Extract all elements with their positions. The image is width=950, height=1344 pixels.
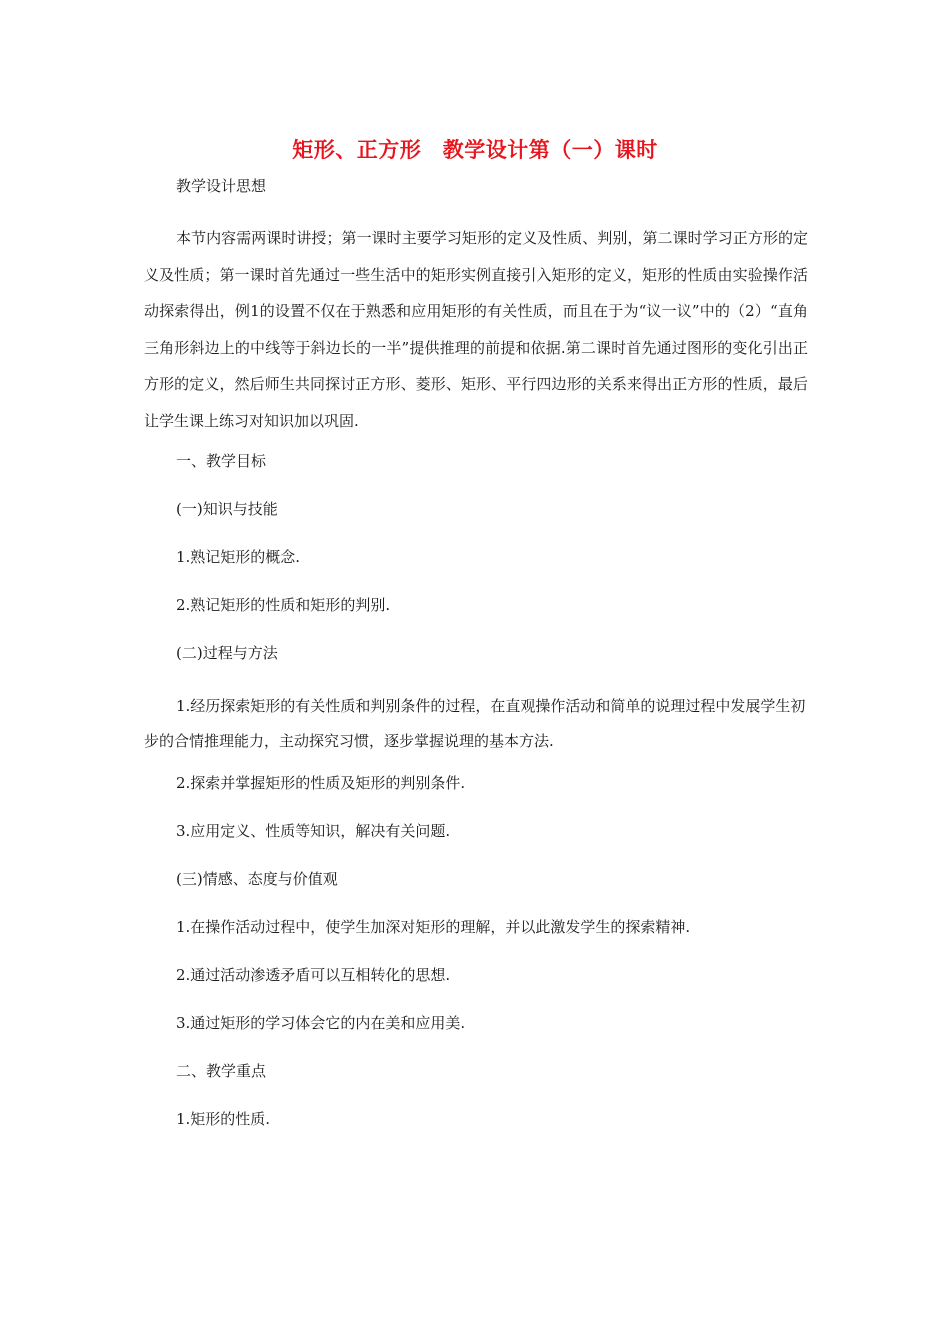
subsection-heading-attitude: (三)情感、态度与价值观 xyxy=(176,870,338,888)
list-item: 1.矩形的性质. xyxy=(176,1110,271,1128)
list-item: 1.熟记矩形的概念. xyxy=(176,548,301,566)
list-item: 2.熟记矩形的性质和矩形的判别. xyxy=(176,596,391,614)
intro-paragraph: 本节内容需两课时讲授；第一课时主要学习矩形的定义及性质、判别，第二课时学习正方形的定义及性质；第一课时首先通过一些生活中的矩形实例直接引入矩形的定义，矩形的性质由实验操作活动探索得出，例1的设置不仅在于熟悉和应用矩形的有关性质，而且在于为“议一议”中的（2）“直角三角形斜边上的中线等于斜边长的一半”提供推理的前提和依据.第二课时首先通过图形的变化引出正方形的定义，然后师生共同探讨正方形、菱形、矩形、平行四边形的关系来得出正方形的性质，最后让学生课上练习对知识加以巩固. xyxy=(144,229,808,430)
subsection-heading-process: (二)过程与方法 xyxy=(176,644,278,662)
list-item: 2.探索并掌握矩形的性质及矩形的判别条件. xyxy=(176,774,466,792)
document-body xyxy=(144,174,808,1155)
list-item: 2.通过活动渗透矛盾可以互相转化的思想. xyxy=(176,966,451,984)
list-item: 1.经历探索矩形的有关性质和判别条件的过程，在直观操作活动和简单的说理过程中发展学生初步的合情推理能力，主动探究习惯，逐步掌握说理的基本方法. xyxy=(144,697,806,750)
list-item: 1.在操作活动过程中，使学生加深对矩形的理解，并以此激发学生的探索精神. xyxy=(176,918,691,936)
list-item: 3.通过矩形的学习体会它的内在美和应用美. xyxy=(176,1014,466,1032)
subsection-heading-knowledge: (一)知识与技能 xyxy=(176,500,278,518)
intro-heading: 教学设计思想 xyxy=(176,177,267,195)
section-heading-objectives: 一、教学目标 xyxy=(176,452,267,470)
section-heading-key-points: 二、教学重点 xyxy=(176,1062,267,1080)
list-item: 3.应用定义、性质等知识，解决有关问题. xyxy=(176,822,451,840)
document-title: 矩形、正方形 教学设计第（一）课时 xyxy=(292,138,658,162)
